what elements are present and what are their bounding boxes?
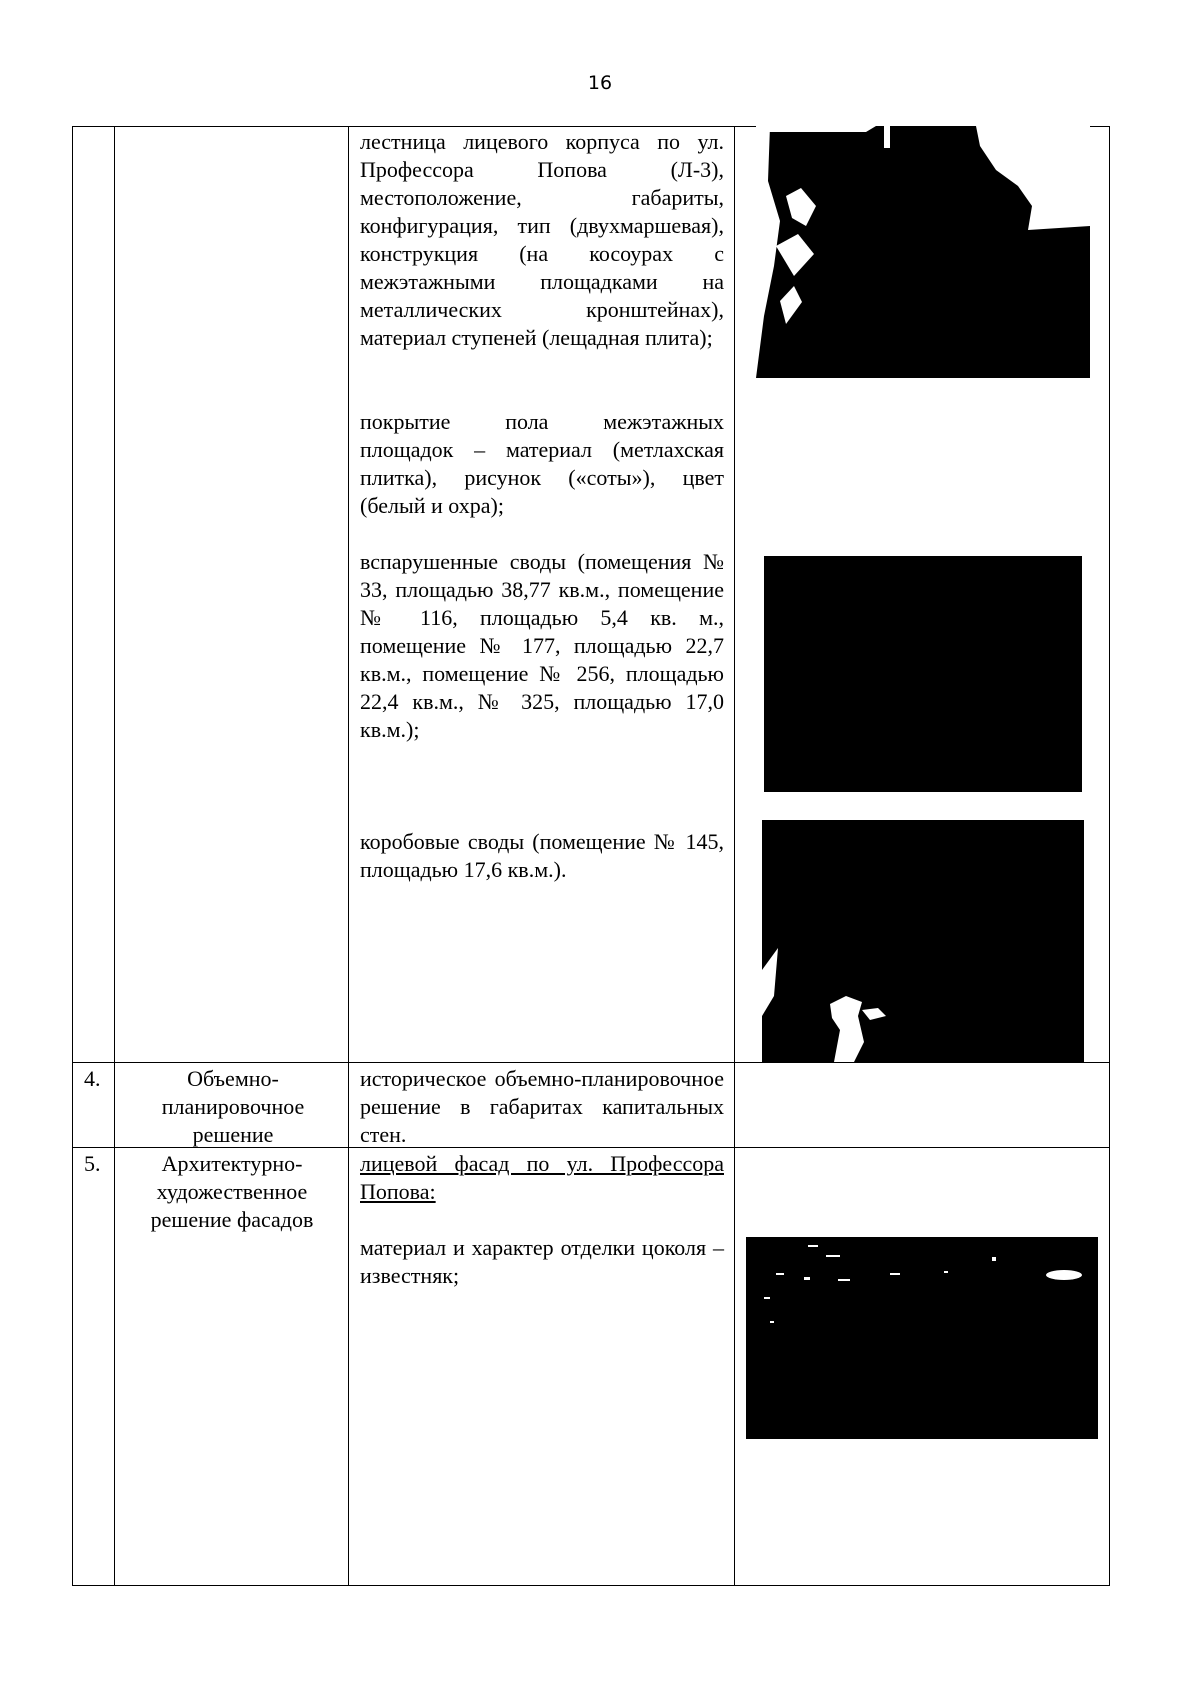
- row-number: 4.: [84, 1066, 101, 1091]
- facade-plinth-photo: [746, 1237, 1098, 1439]
- basket-vault-photo: [762, 820, 1084, 1062]
- row-separator-4: [72, 1062, 1110, 1063]
- facade-heading: лицевой фасад по ул. Профессора Попова:: [360, 1151, 724, 1204]
- vaulted-ceiling-photo: [764, 556, 1082, 792]
- feature-text-staircase: лестница лицевого корпуса по ул. Профессора Попова (Л-3), местоположение, габариты, конфигурация, тип (двухмаршевая), конструкция (на косоурах с межэтажными площадками на металлических кронштейнах), материал ступеней (лещадная плита);: [360, 129, 724, 350]
- page-number: 16: [587, 72, 613, 94]
- table-border-right: [1109, 126, 1110, 1586]
- table-border-left: [72, 126, 73, 1586]
- table-border-bottom: [72, 1585, 1110, 1586]
- column-separator-1: [114, 126, 115, 1586]
- row-category: Архитектурно-художественное решение фасадов: [150, 1151, 314, 1232]
- feature-text-vaulted-ceilings: вспарушенные своды (помещения № 33, площадью 38,77 кв.м., помещение № 116, площадью 5,4 кв. м., помещение № 177, площадью 22,7 кв.м., помещение № 256, площадью 22,4 кв.м., № 325, площадью 17,0 кв.м.);: [360, 549, 724, 742]
- column-separator-3: [734, 126, 735, 1586]
- staircase-photo: [756, 126, 1090, 378]
- row-category: Объемно-планировочное решение: [161, 1066, 305, 1147]
- feature-text-floor-covering: покрытие пола межэтажных площадок – материал (метлахская плитка), рисунок («соты»), цвет (белый и охра);: [360, 409, 724, 518]
- feature-text-basket-vaults: коробовые своды (помещение № 145, площадью 17,6 кв.м.).: [360, 829, 724, 882]
- feature-text-plinth: материал и характер отделки цоколя – известняк;: [360, 1235, 724, 1288]
- feature-text-volume-planning: историческое объемно-планировочное решение в габаритах капитальных стен.: [360, 1066, 724, 1147]
- row-number: 5.: [84, 1151, 101, 1176]
- column-separator-2: [348, 126, 349, 1586]
